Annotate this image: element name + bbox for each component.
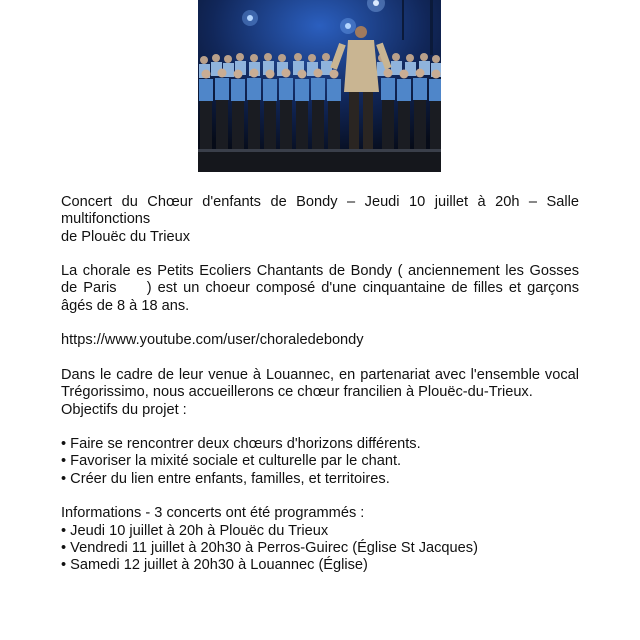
list-item: • Jeudi 10 juillet à 20h à Plouëc du Trieux — [61, 522, 329, 539]
context-paragraph: Dans le cadre de leur venue à Louannec, en partenariat avec l'ensemble vocal Trégorissimo, nous accueillerons ce chœur francilien à Plouëc-du-Trieux. — [61, 366, 579, 401]
youtube-link[interactable]: https://www.youtube.com/user/choraledebondy — [61, 332, 364, 349]
chorale-intro: La chorale es Petits Ecoliers Chantants de Bondy ( anciennement les Gosses de Paris ) est un choeur composé d'une cinquantaine de filles et garçons âgés de 8 à 18 ans. — [61, 263, 584, 314]
concert-place: de Plouëc du Trieux — [61, 228, 190, 245]
list-item: • Faire se rencontrer deux chœurs d'horizons différents. — [61, 436, 421, 453]
list-item: • Samedi 12 juillet à 20h30 à Louannec (Église) — [61, 557, 368, 574]
objectives-list — [61, 436, 579, 488]
info-heading: Informations - 3 concerts ont été programmés : — [61, 505, 365, 522]
concerts-list — [61, 523, 579, 575]
list-item: • Créer du lien entre enfants, familles, et territoires. — [61, 470, 390, 487]
list-item: • Vendredi 11 juillet à 20h30 à Perros-Guirec (Église St Jacques) — [61, 539, 478, 556]
choir-concert-photo — [198, 0, 441, 172]
article-body — [61, 194, 584, 575]
objectives-heading: Objectifs du projet : — [61, 401, 187, 418]
list-item: • Favoriser la mixité sociale et culturelle par le chant. — [61, 453, 402, 470]
concert-title: Concert du Chœur d'enfants de Bondy – Jeudi 10 juillet à 20h – Salle multifonctions — [61, 194, 579, 228]
